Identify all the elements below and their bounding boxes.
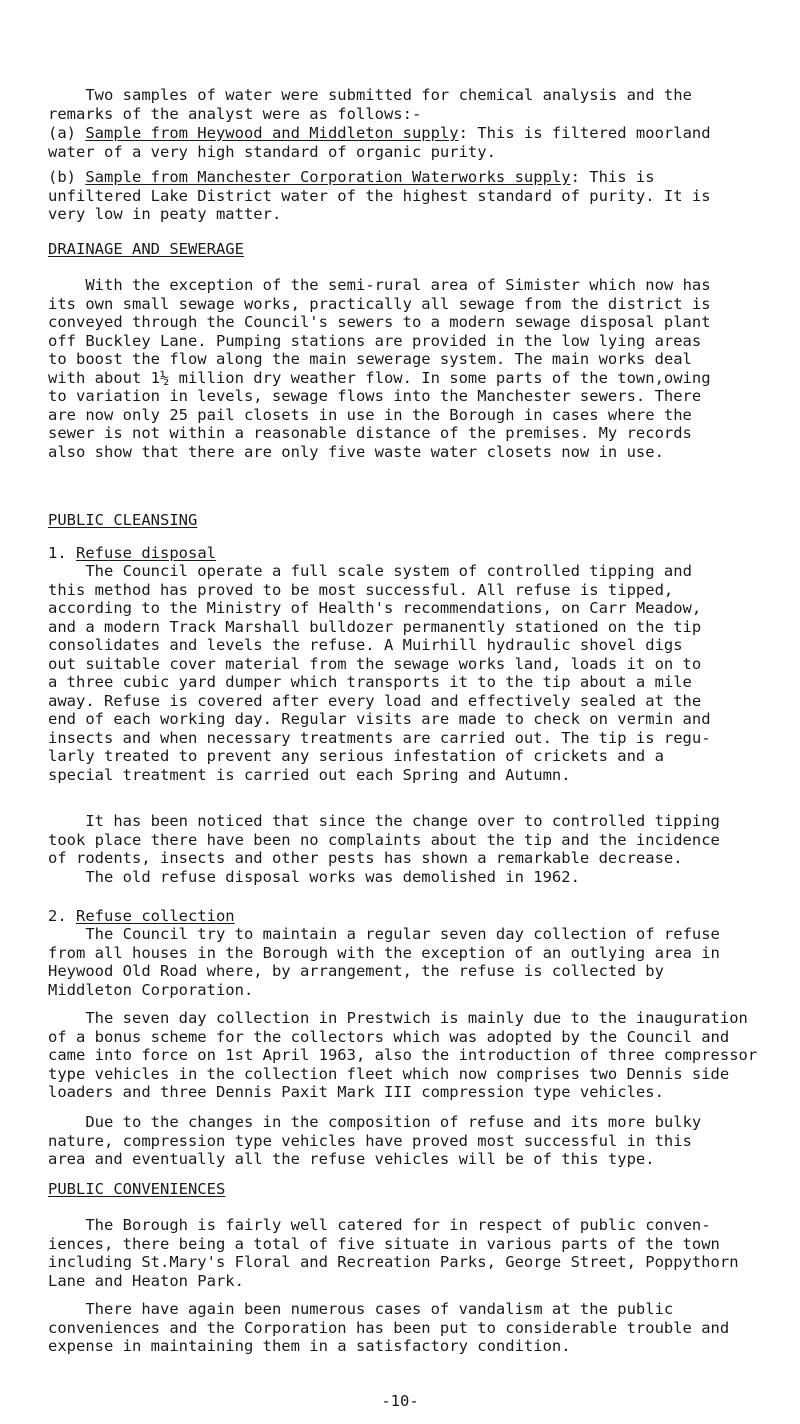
intro-paragraph [48,86,788,123]
refuse-collection-paragraph-3: Due to the changes in the composition of refuse and its more bulky nature, compression type vehicles have proved most successful in this area and eventually all the refuse vehicles will be of this type. [48,1113,702,1168]
drainage-paragraph: With the exception of the semi-rural area of Simister which now has its own small sewage works, practically all sewage from the district is conveyed through the Council's sewers to a modern sewage disposal plant off Buckley Lane. Pumping stations are provided in the low lying areas to boost the flow along the main sewerage system. The main works deal with about 1½ million dry weather flow. In some parts of the town,owing to variation in levels, sewage flows into the Manchester sewers. There are now only 25 pail closets in use in the Borough in cases where the sewer is not within a reasonable distance of the premises. My records also show that there are only five waste water closets now in use. [48,276,711,461]
public-cleansing-heading [48,511,788,530]
sample-a-line-2: water of a very high standard of organic purity. [48,142,496,161]
refuse-collection-paragraph-1: The Council try to maintain a regular seven day collection of refuse from all houses in the Borough with the exception of an outlying area in Heywood Old Road where, by arrangement, the refuse is collected by Middleton Corporation. [48,925,720,999]
drainage-heading [48,240,788,259]
refuse-collection-paragraph-2: The seven day collection in Prestwich is mainly due to the inauguration of a bonus scheme for the collectors which was adopted by the Council and came into force on 1st April 1963, also the introduction of three compressor type vehicles in the collection fleet which now comprises two Dennis side loaders and three Dennis Paxit Mark III compression type vehicles. [48,1009,758,1101]
section-title: PUBLIC CLEANSING [48,511,198,529]
public-conveniences-heading [48,1180,788,1199]
sample-a-paragraph [48,124,788,161]
section-title: DRAINAGE AND SEWERAGE [48,240,244,258]
refuse-collection-heading [48,907,788,926]
sample-b-line-1: (b) Sample from Manchester Corporation Waterworks supply: This is [48,168,655,186]
sample-a-line-1: (a) Sample from Heywood and Middleton supply: This is filtered moorland [48,124,711,142]
intro-line-1: Two samples of water were submitted for chemical analysis and the [48,86,692,104]
refuse-disposal-heading [48,544,788,563]
refuse-disposal-paragraph-3: The old refuse disposal works was demolished in 1962. [48,868,580,886]
public-conveniences-paragraph-2: There have again been numerous cases of vandalism at the public conveniences and the Corporation has been put to considerable trouble and expense in maintaining them in a satisfactory condition. [48,1300,730,1355]
subsection-title: 2. Refuse collection [48,907,235,925]
public-conveniences-paragraph-1: The Borough is fairly well catered for in respect of public conven- iences, there being a total of five situate in various parts of the town including St.Mary's Floral and Recreation Parks, George Street, Poppythorn Lane and Heaton Park. [48,1216,739,1290]
refuse-disposal-paragraph-2: It has been noticed that since the change over to controlled tipping took place there have been no complaints about the tip and the incidence of rodents, insects and other pests has shown a remarkable decrease. [48,812,720,867]
page-number: -10- [381,1392,419,1410]
refuse-disposal-paragraph-1: The Council operate a full scale system of controlled tipping and this method has proved to be most successful. All refuse is tipped, according to the Ministry of Health's recommendations, on Carr Meadow, and a modern Track Marshall bulldozer permanently stationed on the tip consolidates and levels the refuse. A Muirhill hydraulic shovel digs out suitable cover material from the sewage works land, loads it on to a three cubic yard dumper which transports it to the tip about a mile away. Refuse is covered after every load and effectively sealed at the end of each working day. Regular visits are made to check on vermin and insects and when necessary treatments are carried out. The tip is regu- larly treated to prevent any serious infestation of crickets and a special treatment is carried out each Spring and Autumn. [48,562,711,784]
section-title: PUBLIC CONVENIENCES [48,1180,226,1198]
sample-b-line-2: unfiltered Lake District water of the highest standard of purity. It is [48,186,711,205]
sample-b-line-3: very low in peaty matter. [48,205,282,223]
sample-b-paragraph [48,168,788,224]
subsection-title: 1. Refuse disposal [48,544,216,562]
intro-line-2: remarks of the analyst were as follows:- [48,104,422,123]
